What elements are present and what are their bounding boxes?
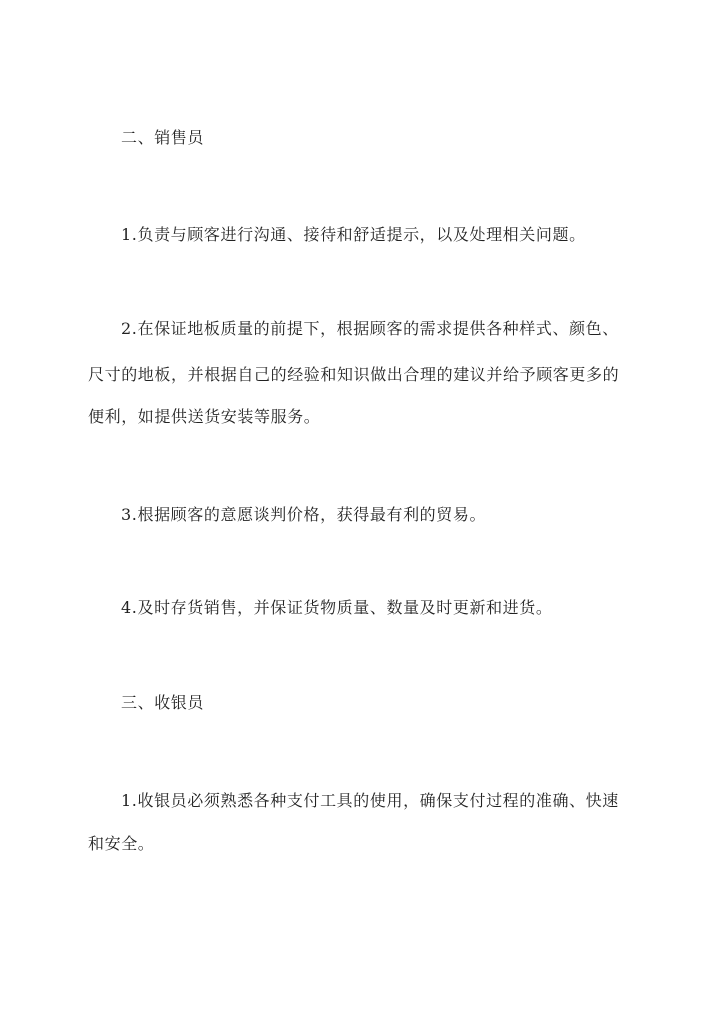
salesperson-duty-4: 4.及时存货销售，并保证货物质量、数量及时更新和进货。 <box>121 598 553 617</box>
salesperson-duty-3: 3.根据顾客的意愿谈判价格，获得最有利的贸易。 <box>121 505 487 524</box>
salesperson-duty-2-line-3: 便利，如提供送货安装等服务。 <box>88 407 321 426</box>
salesperson-duty-2-line-1: 2.在保证地板质量的前提下，根据顾客的需求提供各种样式、颜色、 <box>121 319 619 338</box>
cashier-duty-1-line-1: 1.收银员必须熟悉各种支付工具的使用，确保支付过程的准确、快速 <box>121 791 619 810</box>
salesperson-duty-1: 1.负责与顾客进行沟通、接待和舒适提示，以及处理相关问题。 <box>121 225 586 244</box>
cashier-duty-1-line-2: 和安全。 <box>88 834 155 853</box>
section-heading-salesperson: 二、销售员 <box>121 128 205 147</box>
salesperson-duty-2-line-2: 尺寸的地板，并根据自己的经验和知识做出合理的建议并给予顾客更多的 <box>88 365 620 384</box>
section-heading-cashier: 三、收银员 <box>121 693 205 712</box>
